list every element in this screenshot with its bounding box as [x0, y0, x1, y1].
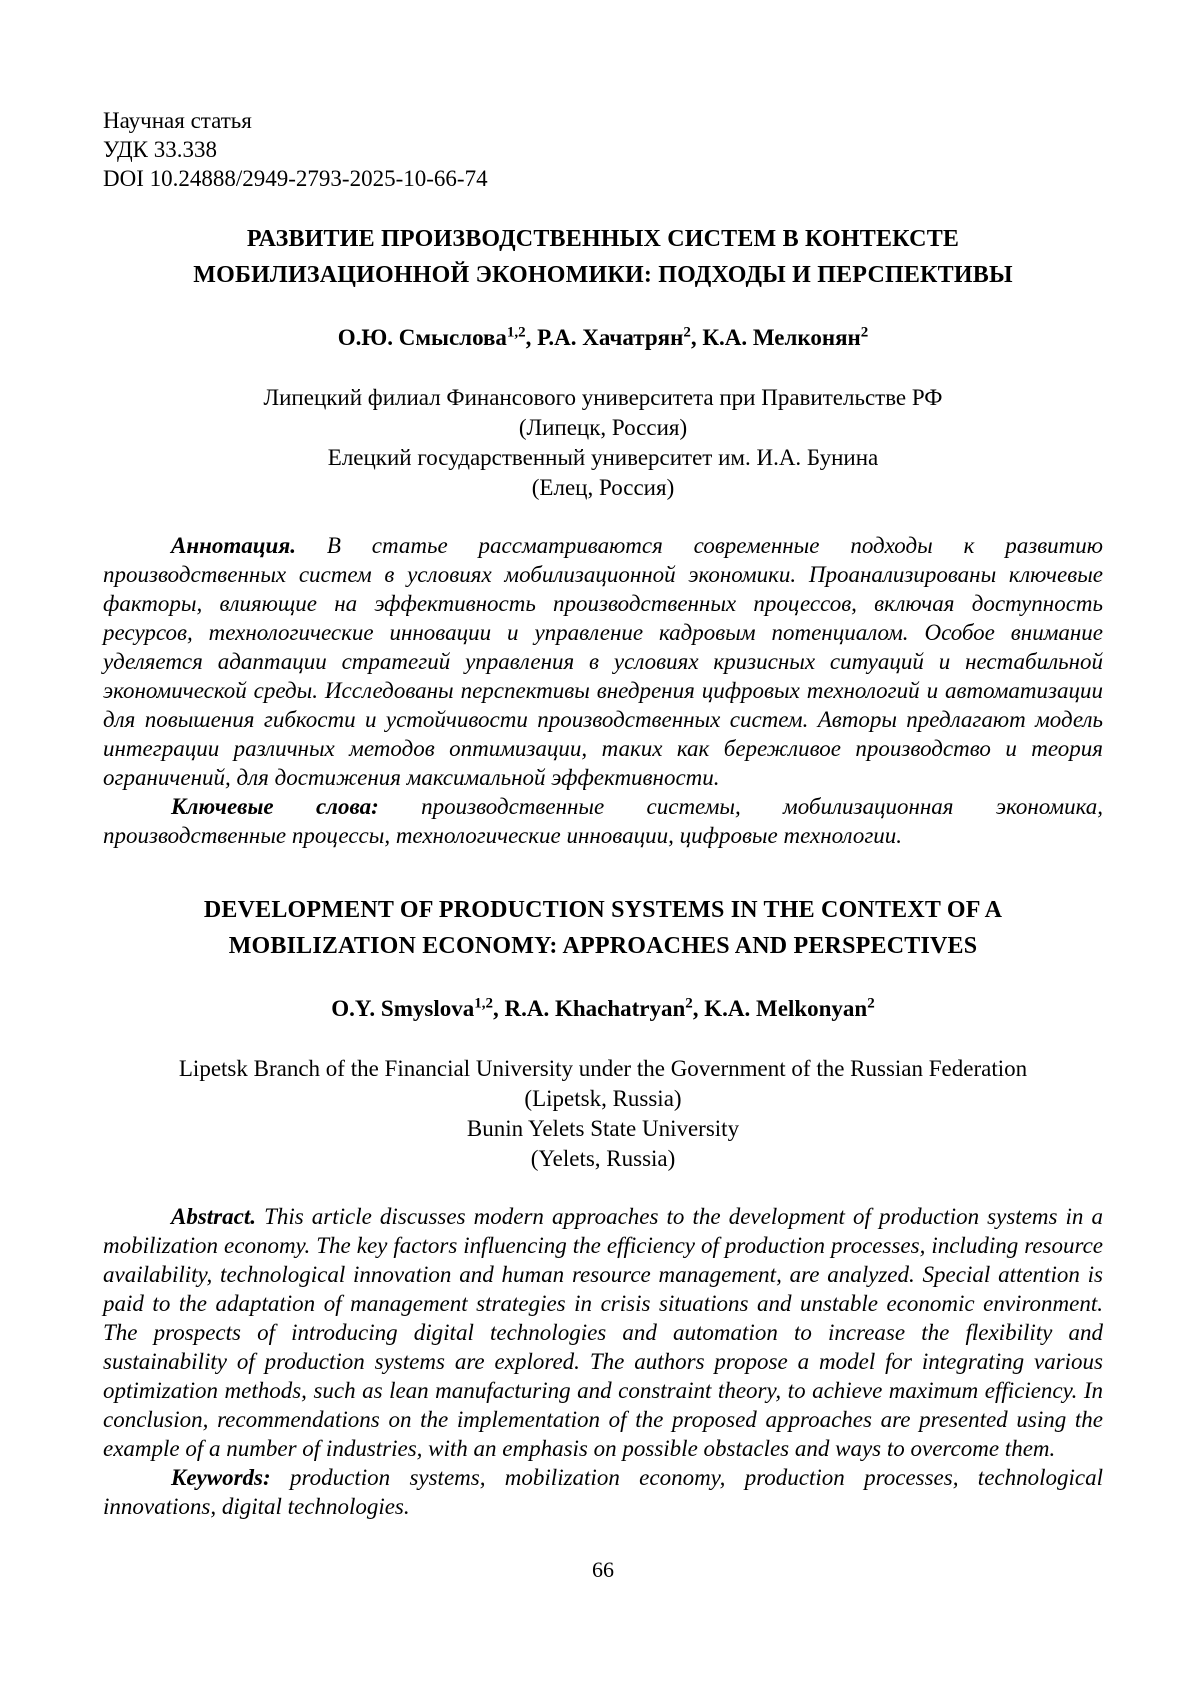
affiliation-line: Липецкий филиал Финансового университета при Правительстве РФ — [263, 385, 943, 410]
author-separator: , — [692, 996, 699, 1021]
author-en-3: K.A. Melkonyan$^2$ — [704, 995, 875, 1021]
affiliations-en — [103, 1054, 1103, 1174]
annotation-text: В статье рассматриваются современные подходы к развитию производственных систем в условиях мобилизационной экономики. Проанализированы ключевые факторы, влияющие на эффективность производственных процессов, включая доступность ресурсов, технологические инновации и управление кадровым потенциалом. Особое внимание уделяется адаптации стратегий управления в условиях кризисных ситуаций и нестабильной экономической среды. Исследованы перспективы внедрения цифровых технологий и автоматизации для повышения гибкости и устойчивости производственных систем. Авторы предлагают модель интеграции различных методов оптимизации, таких как бережливое производство и теория ограничений, для достижения максимальной эффективности. — [103, 533, 1104, 790]
title-ru-line-1: РАЗВИТИЕ ПРОИЗВОДСТВЕННЫХ СИСТЕМ В КОНТЕКСТЕ — [246, 226, 960, 252]
doi-label: DOI 10.24888/2949-2793-2025-10-66-74 — [103, 166, 488, 191]
author-ru-3: К.А. Мелконян$^2$ — [702, 324, 869, 350]
author-en-2: R.A. Khachatryan$^2$ — [504, 995, 693, 1021]
author-en-2-affil-sup: 2 — [685, 995, 693, 1012]
author-separator: , — [525, 325, 532, 350]
keywords-ru-text: производственные системы, мобилизационная экономика, производственные процессы, технологические инновации, цифровые технологии. — [103, 794, 1104, 848]
affiliation-line: (Lipetsk, Russia) — [524, 1086, 682, 1111]
keywords-en — [103, 1463, 1103, 1521]
author-separator: , — [492, 996, 499, 1021]
title-ru-line-2: МОБИЛИЗАЦИОННОЙ ЭКОНОМИКИ: ПОДХОДЫ И ПЕРСПЕКТИВЫ — [193, 262, 1013, 288]
title-en-line-1: DEVELOPMENT OF PRODUCTION SYSTEMS IN THE CONTEXT OF A — [203, 897, 1003, 923]
article-title-en — [103, 892, 1103, 964]
article-meta — [103, 106, 1103, 193]
author-ru-2: Р.А. Хачатрян$^2$ — [537, 324, 691, 350]
title-en-line-2: MOBILIZATION ECONOMY: APPROACHES AND PERSPECTIVES — [228, 933, 978, 959]
affiliation-line: (Yelets, Russia) — [530, 1146, 676, 1171]
affiliation-line: Bunin Yelets State University — [466, 1116, 740, 1141]
keywords-en-text: production systems, mobilization economy, production processes, technological innovations, digital technologies. — [103, 1465, 1103, 1519]
keywords-ru-label: Ключевые слова: — [171, 794, 379, 819]
article-type-label: Научная статья — [103, 108, 252, 133]
abstract-label: Abstract. — [171, 1204, 256, 1229]
authors-ru — [103, 325, 1103, 351]
article-title-ru — [103, 221, 1103, 293]
affiliation-line: (Липецк, Россия) — [518, 415, 688, 440]
keywords-en-label: Keywords: — [171, 1465, 271, 1490]
author-ru-2-affil-sup: 2 — [683, 324, 691, 341]
affiliation-line: Lipetsk Branch of the Financial University under the Government of the Russian Federation — [178, 1056, 1028, 1081]
abstract-text: This article discusses modern approaches to the development of production systems in a mobilization economy. The key factors influencing the efficiency of production processes, including resource availability, technological innovation and human resource management, are analyzed. Special attention is paid to the adaptation of management strategies in crisis situations and unstable economic environment. The prospects of introducing digital technologies and automation to increase the flexibility and sustainability of production systems are explored. The authors propose a model for integrating various optimization methods, such as lean manufacturing and constraint theory, to achieve maximum efficiency. In conclusion, recommendations on the implementation of the proposed approaches are presented using the example of a number of industries, with an emphasis on possible obstacles and ways to overcome them. — [103, 1204, 1103, 1461]
affiliations-ru — [103, 383, 1103, 503]
abstract-en — [103, 1202, 1103, 1463]
author-en-3-affil-sup: 2 — [867, 995, 875, 1012]
affiliation-line: (Елец, Россия) — [531, 475, 675, 500]
page-number: 66 — [592, 1557, 614, 1582]
author-en-1-affil-sup: 1,2 — [474, 995, 493, 1012]
udc-label: УДК 33.338 — [103, 137, 217, 162]
authors-en — [103, 996, 1103, 1022]
author-en-1: O.Y. Smyslova$^{1,2}$ — [331, 995, 493, 1021]
keywords-ru — [103, 792, 1103, 850]
annotation-label: Аннотация. — [171, 533, 296, 558]
author-ru-1-affil-sup: 1,2 — [506, 324, 526, 341]
affiliation-line: Елецкий государственный университет им. И.А. Бунина — [327, 445, 879, 470]
annotation-ru — [103, 531, 1103, 792]
author-ru-3-affil-sup: 2 — [860, 324, 869, 341]
author-ru-1: О.Ю. Смыслова$^{1,2}$ — [337, 324, 526, 350]
author-separator: , — [690, 325, 697, 350]
